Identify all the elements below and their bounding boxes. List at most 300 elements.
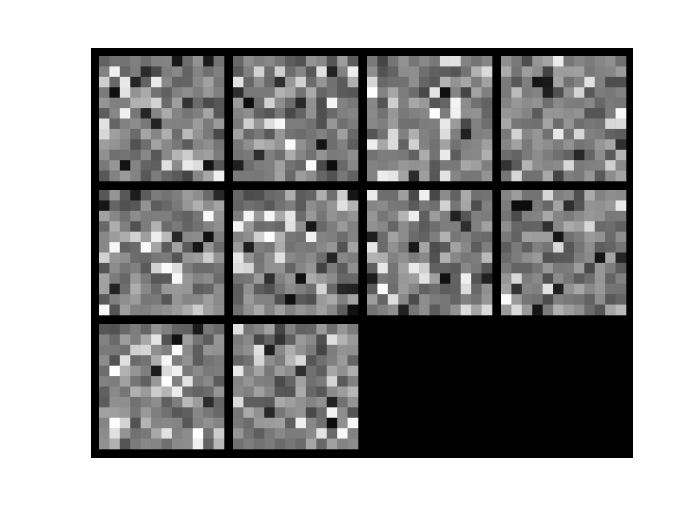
- filter-pixel: [522, 305, 533, 316]
- filter-pixel: [275, 418, 286, 429]
- filter-pixel: [141, 305, 152, 316]
- filter-pixel: [120, 387, 131, 398]
- filter-pixel: [254, 428, 265, 439]
- filter-pixel: [203, 397, 214, 408]
- filter-pixel: [543, 171, 554, 182]
- filter-pixel: [348, 190, 359, 201]
- filter-pixel: [450, 87, 461, 98]
- filter-pixel: [306, 119, 317, 130]
- filter-pixel: [316, 119, 327, 130]
- filter-pixel: [264, 345, 275, 356]
- filter-pixel: [306, 305, 317, 316]
- filter-pixel: [141, 253, 152, 264]
- filter-pixel: [182, 190, 193, 201]
- filter-pixel: [193, 345, 204, 356]
- filter-pixel: [109, 77, 120, 88]
- filter-pixel: [203, 221, 214, 232]
- filter-pixel: [172, 119, 183, 130]
- filter-pixel: [275, 366, 286, 377]
- filter-pixel: [130, 376, 141, 387]
- filter-tile-5: [99, 190, 224, 315]
- filter-pixel: [367, 108, 378, 119]
- filter-pixel: [543, 190, 554, 201]
- filter-pixel: [440, 119, 451, 130]
- filter-pixel: [430, 253, 441, 264]
- filter-pixel: [564, 221, 575, 232]
- filter-pixel: [182, 77, 193, 88]
- filter-pixel: [214, 284, 225, 295]
- filter-pixel: [254, 305, 265, 316]
- filter-pixel: [522, 190, 533, 201]
- filter-pixel: [120, 211, 131, 222]
- filter-pixel: [275, 355, 286, 366]
- filter-pixel: [316, 211, 327, 222]
- filter-pixel: [120, 294, 131, 305]
- filter-pixel: [482, 129, 493, 140]
- filter-pixel: [99, 119, 110, 130]
- filter-pixel: [99, 397, 110, 408]
- filter-pixel: [564, 150, 575, 161]
- filter-pixel: [419, 66, 430, 77]
- filter-pixel: [367, 160, 378, 171]
- filter-pixel: [398, 160, 409, 171]
- filter-pixel: [130, 77, 141, 88]
- filter-pixel: [243, 273, 254, 284]
- filter-pixel: [377, 77, 388, 88]
- filter-pixel: [377, 139, 388, 150]
- filter-pixel: [327, 190, 338, 201]
- filter-pixel: [605, 108, 616, 119]
- filter-pixel: [162, 232, 173, 243]
- filter-pixel: [141, 119, 152, 130]
- filter-pixel: [543, 294, 554, 305]
- filter-pixel: [398, 66, 409, 77]
- filter-pixel: [605, 242, 616, 253]
- filter-pixel: [532, 211, 543, 222]
- filter-pixel: [337, 345, 348, 356]
- filter-pixel: [99, 439, 110, 450]
- filter-pixel: [296, 77, 307, 88]
- filter-pixel: [450, 66, 461, 77]
- filter-pixel: [471, 171, 482, 182]
- filter-pixel: [337, 439, 348, 450]
- filter-pixel: [501, 160, 512, 171]
- filter-pixel: [532, 160, 543, 171]
- filter-pixel: [306, 66, 317, 77]
- filter-pixel: [130, 355, 141, 366]
- filter-pixel: [461, 200, 472, 211]
- filter-pixel: [233, 387, 244, 398]
- filter-pixel: [553, 211, 564, 222]
- filter-pixel: [203, 345, 214, 356]
- filter-pixel: [595, 232, 606, 243]
- filter-pixel: [616, 77, 627, 88]
- filter-pixel: [450, 284, 461, 295]
- filter-pixel: [522, 98, 533, 109]
- filter-pixel: [130, 242, 141, 253]
- filter-pixel: [182, 232, 193, 243]
- filter-pixel: [254, 387, 265, 398]
- filter-pixel: [264, 232, 275, 243]
- filter-pixel: [306, 294, 317, 305]
- filter-pixel: [398, 129, 409, 140]
- filter-pixel: [264, 253, 275, 264]
- filter-pixel: [430, 160, 441, 171]
- filter-pixel: [327, 160, 338, 171]
- filter-pixel: [285, 221, 296, 232]
- filter-pixel: [162, 108, 173, 119]
- filter-pixel: [316, 200, 327, 211]
- filter-pixel: [193, 439, 204, 450]
- filter-pixel: [203, 171, 214, 182]
- filter-pixel: [151, 77, 162, 88]
- filter-pixel: [450, 150, 461, 161]
- filter-pixel: [233, 211, 244, 222]
- filter-pixel: [543, 211, 554, 222]
- filter-pixel: [388, 253, 399, 264]
- filter-pixel: [461, 273, 472, 284]
- filter-pixel: [296, 129, 307, 140]
- filter-pixel: [574, 294, 585, 305]
- filter-pixel: [264, 87, 275, 98]
- filter-pixel: [430, 56, 441, 67]
- filter-pixel: [409, 232, 420, 243]
- filter-pixel: [584, 56, 595, 67]
- filter-pixel: [109, 211, 120, 222]
- filter-pixel: [595, 56, 606, 67]
- filter-pixel: [162, 294, 173, 305]
- filter-pixel: [214, 439, 225, 450]
- filter-pixel: [141, 200, 152, 211]
- filter-pixel: [243, 98, 254, 109]
- filter-pixel: [172, 294, 183, 305]
- filter-pixel: [616, 273, 627, 284]
- filter-pixel: [264, 397, 275, 408]
- filter-pixel: [595, 119, 606, 130]
- filter-pixel: [109, 334, 120, 345]
- filter-pixel: [327, 129, 338, 140]
- filter-pixel: [296, 418, 307, 429]
- filter-pixel: [193, 376, 204, 387]
- filter-pixel: [584, 242, 595, 253]
- filter-pixel: [553, 171, 564, 182]
- filter-pixel: [430, 171, 441, 182]
- filter-pixel: [296, 284, 307, 295]
- filter-tile-7: [367, 190, 492, 315]
- filter-pixel: [120, 160, 131, 171]
- filter-pixel: [243, 407, 254, 418]
- filter-pixel: [141, 397, 152, 408]
- filter-pixel: [193, 119, 204, 130]
- filter-pixel: [306, 273, 317, 284]
- filter-pixel: [254, 324, 265, 335]
- filter-pixel: [409, 284, 420, 295]
- filter-pixel: [233, 324, 244, 335]
- filter-pixel: [172, 428, 183, 439]
- filter-pixel: [595, 108, 606, 119]
- filter-pixel: [141, 98, 152, 109]
- filter-pixel: [193, 366, 204, 377]
- filter-pixel: [233, 232, 244, 243]
- filter-pixel: [616, 305, 627, 316]
- filter-pixel: [482, 87, 493, 98]
- filter-pixel: [482, 273, 493, 284]
- filter-pixel: [377, 273, 388, 284]
- filter-pixel: [203, 273, 214, 284]
- filter-pixel: [398, 211, 409, 222]
- filter-pixel: [130, 334, 141, 345]
- filter-pixel: [564, 56, 575, 67]
- filter-pixel: [501, 56, 512, 67]
- filter-pixel: [141, 56, 152, 67]
- filter-pixel: [130, 324, 141, 335]
- filter-pixel: [120, 273, 131, 284]
- filter-pixel: [182, 160, 193, 171]
- filter-pixel: [243, 190, 254, 201]
- filter-pixel: [172, 200, 183, 211]
- filter-pixel: [141, 232, 152, 243]
- filter-pixel: [275, 66, 286, 77]
- filter-pixel: [203, 190, 214, 201]
- filter-pixel: [471, 66, 482, 77]
- filter-pixel: [162, 77, 173, 88]
- filter-pixel: [285, 273, 296, 284]
- filter-pixel: [285, 294, 296, 305]
- filter-pixel: [203, 211, 214, 222]
- filter-pixel: [461, 284, 472, 295]
- filter-pixel: [348, 211, 359, 222]
- filter-pixel: [348, 305, 359, 316]
- filter-pixel: [214, 242, 225, 253]
- filter-pixel: [377, 171, 388, 182]
- filter-pixel: [203, 439, 214, 450]
- filter-pixel: [327, 56, 338, 67]
- filter-pixel: [522, 232, 533, 243]
- filter-pixel: [327, 305, 338, 316]
- filter-pixel: [306, 221, 317, 232]
- filter-pixel: [377, 200, 388, 211]
- filter-pixel: [482, 139, 493, 150]
- filter-pixel: [553, 200, 564, 211]
- filter-pixel: [419, 77, 430, 88]
- filter-pixel: [120, 284, 131, 295]
- filter-pixel: [182, 129, 193, 140]
- filter-pixel: [511, 66, 522, 77]
- filter-pixel: [233, 171, 244, 182]
- filter-pixel: [367, 139, 378, 150]
- filter-pixel: [553, 242, 564, 253]
- filter-pixel: [109, 150, 120, 161]
- filter-pixel: [141, 407, 152, 418]
- filter-pixel: [419, 129, 430, 140]
- filter-pixel: [482, 190, 493, 201]
- filter-pixel: [264, 160, 275, 171]
- filter-pixel: [337, 139, 348, 150]
- filter-pixel: [584, 305, 595, 316]
- filter-pixel: [605, 160, 616, 171]
- filter-pixel: [482, 108, 493, 119]
- filter-pixel: [233, 345, 244, 356]
- filter-pixel: [616, 108, 627, 119]
- filter-pixel: [461, 160, 472, 171]
- filter-pixel: [296, 98, 307, 109]
- filter-pixel: [151, 98, 162, 109]
- filter-pixel: [275, 232, 286, 243]
- filter-pixel: [203, 98, 214, 109]
- filter-pixel: [203, 334, 214, 345]
- filter-pixel: [285, 211, 296, 222]
- filter-tile-9: [99, 324, 224, 449]
- filter-pixel: [285, 305, 296, 316]
- filter-pixel: [162, 305, 173, 316]
- filter-pixel: [233, 334, 244, 345]
- filter-pixel: [316, 376, 327, 387]
- filter-pixel: [285, 129, 296, 140]
- filter-pixel: [605, 129, 616, 140]
- filter-pixel: [151, 221, 162, 232]
- filter-pixel: [595, 98, 606, 109]
- filter-pixel: [316, 305, 327, 316]
- filter-pixel: [482, 242, 493, 253]
- filter-pixel: [233, 119, 244, 130]
- filter-pixel: [182, 305, 193, 316]
- filter-pixel: [99, 211, 110, 222]
- filter-pixel: [316, 334, 327, 345]
- filter-pixel: [409, 87, 420, 98]
- filter-pixel: [482, 200, 493, 211]
- filter-pixel: [109, 305, 120, 316]
- filter-pixel: [327, 66, 338, 77]
- filter-pixel: [450, 242, 461, 253]
- filter-pixel: [193, 253, 204, 264]
- filter-pixel: [461, 98, 472, 109]
- filter-pixel: [275, 77, 286, 88]
- filter-pixel: [584, 171, 595, 182]
- filter-pixel: [130, 439, 141, 450]
- filter-pixel: [214, 305, 225, 316]
- filter-pixel: [327, 263, 338, 274]
- filter-pixel: [203, 150, 214, 161]
- filter-pixel: [214, 345, 225, 356]
- filter-pixel: [532, 150, 543, 161]
- filter-pixel: [296, 376, 307, 387]
- filter-pixel: [182, 171, 193, 182]
- filter-pixel: [193, 284, 204, 295]
- filter-pixel: [130, 56, 141, 67]
- filter-pixel: [605, 211, 616, 222]
- filter-pixel: [398, 139, 409, 150]
- filter-pixel: [254, 397, 265, 408]
- filter-pixel: [348, 397, 359, 408]
- filter-pixel: [595, 190, 606, 201]
- filter-pixel: [172, 171, 183, 182]
- filter-pixel: [120, 129, 131, 140]
- filter-pixel: [440, 211, 451, 222]
- filter-pixel: [120, 190, 131, 201]
- filter-pixel: [275, 397, 286, 408]
- filter-pixel: [501, 98, 512, 109]
- filter-pixel: [285, 366, 296, 377]
- filter-pixel: [275, 253, 286, 264]
- filter-pixel: [553, 129, 564, 140]
- filter-pixel: [109, 87, 120, 98]
- filter-pixel: [377, 190, 388, 201]
- filter-pixel: [193, 139, 204, 150]
- filter-pixel: [99, 77, 110, 88]
- filter-pixel: [564, 139, 575, 150]
- filter-pixel: [450, 253, 461, 264]
- filter-pixel: [182, 263, 193, 274]
- filter-pixel: [162, 211, 173, 222]
- filter-pixel: [461, 150, 472, 161]
- filter-pixel: [327, 387, 338, 398]
- filter-pixel: [275, 119, 286, 130]
- filter-pixel: [337, 324, 348, 335]
- filter-pixel: [296, 263, 307, 274]
- filter-pixel: [532, 139, 543, 150]
- filter-pixel: [120, 77, 131, 88]
- filter-pixel: [254, 253, 265, 264]
- filter-pixel: [254, 273, 265, 284]
- filter-pixel: [285, 418, 296, 429]
- filter-pixel: [130, 87, 141, 98]
- filter-pixel: [419, 232, 430, 243]
- filter-pixel: [264, 294, 275, 305]
- filter-pixel: [511, 108, 522, 119]
- filter-mosaic: [91, 48, 633, 458]
- filter-pixel: [501, 221, 512, 232]
- filter-pixel: [522, 294, 533, 305]
- filter-pixel: [151, 211, 162, 222]
- filter-pixel: [233, 129, 244, 140]
- filter-pixel: [141, 418, 152, 429]
- filter-pixel: [316, 87, 327, 98]
- filter-pixel: [275, 407, 286, 418]
- filter-pixel: [306, 232, 317, 243]
- filter-pixel: [285, 387, 296, 398]
- filter-pixel: [233, 139, 244, 150]
- filter-pixel: [461, 171, 472, 182]
- filter-pixel: [388, 273, 399, 284]
- filter-pixel: [193, 273, 204, 284]
- filter-pixel: [233, 428, 244, 439]
- filter-pixel: [264, 129, 275, 140]
- filter-pixel: [203, 108, 214, 119]
- filter-pixel: [574, 171, 585, 182]
- filter-tile-10: [233, 324, 358, 449]
- filter-pixel: [522, 119, 533, 130]
- filter-pixel: [471, 294, 482, 305]
- filter-pixel: [482, 211, 493, 222]
- filter-pixel: [337, 387, 348, 398]
- filter-pixel: [193, 87, 204, 98]
- filter-pixel: [151, 428, 162, 439]
- filter-pixel: [172, 56, 183, 67]
- filter-pixel: [482, 294, 493, 305]
- filter-pixel: [501, 66, 512, 77]
- filter-pixel: [564, 253, 575, 264]
- filter-pixel: [285, 139, 296, 150]
- filter-pixel: [337, 376, 348, 387]
- filter-pixel: [511, 200, 522, 211]
- filter-pixel: [471, 242, 482, 253]
- filter-pixel: [574, 77, 585, 88]
- filter-pixel: [327, 294, 338, 305]
- filter-pixel: [151, 273, 162, 284]
- filter-pixel: [616, 150, 627, 161]
- filter-pixel: [151, 345, 162, 356]
- filter-pixel: [553, 190, 564, 201]
